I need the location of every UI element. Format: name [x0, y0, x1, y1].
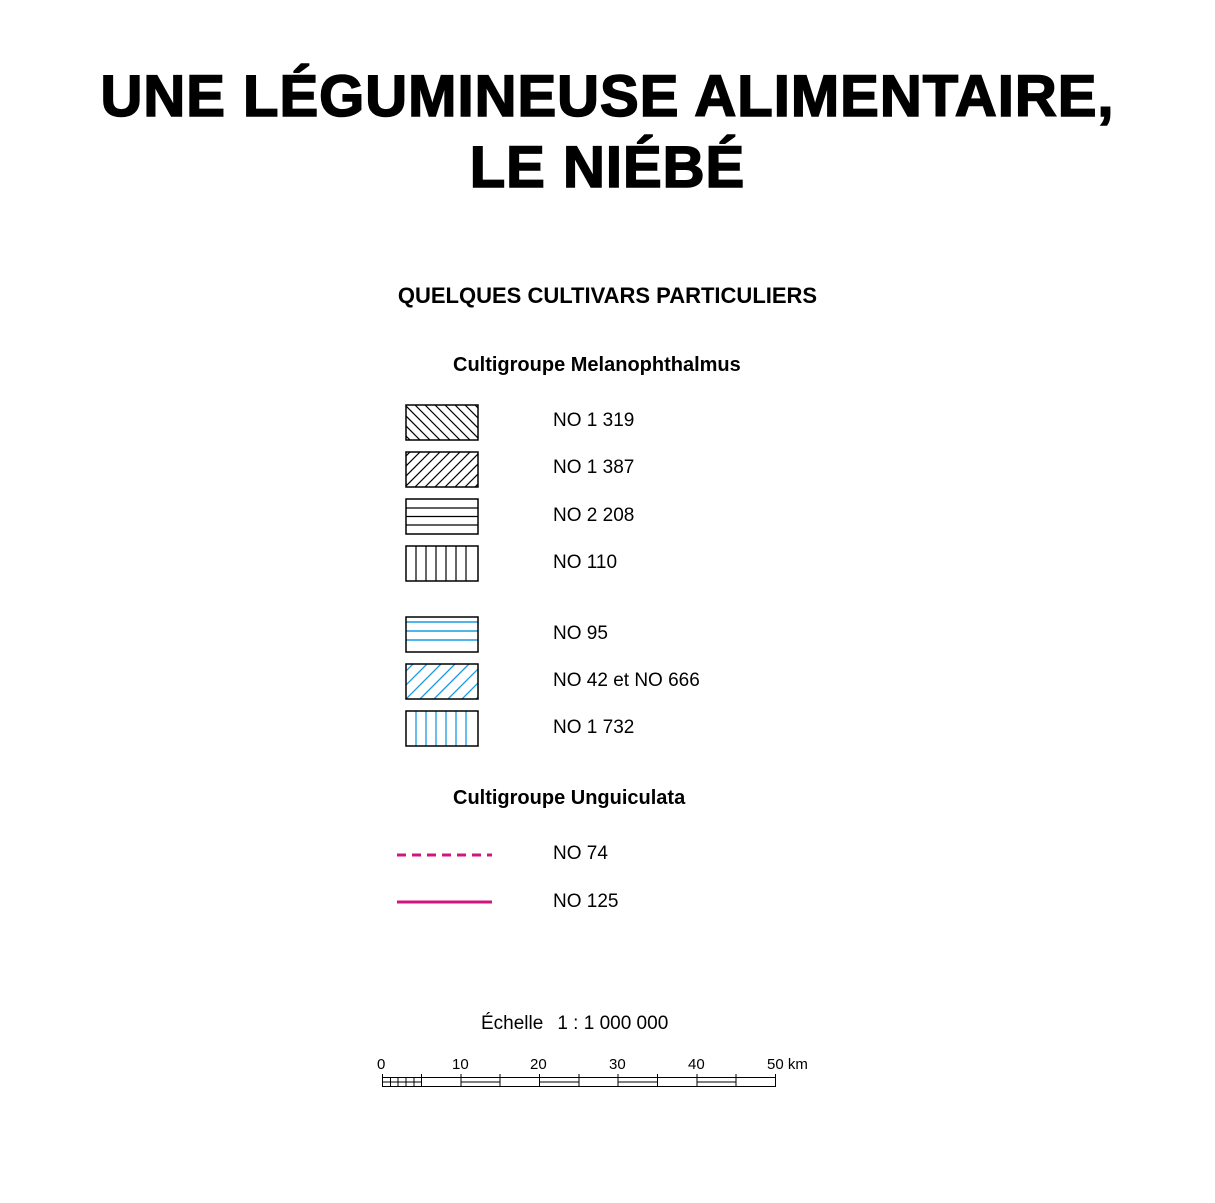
group-heading-unguiculata: Cultigroupe Unguiculata [453, 787, 686, 809]
scale-tick-0: 0 [377, 1056, 386, 1073]
swatch-no-1319 [405, 404, 479, 441]
legend-label-no-1732: NO 1 732 [553, 717, 635, 738]
legend-label-no-74: NO 74 [553, 843, 608, 864]
map-title-line-1: UNE LÉGUMINEUSE ALIMENTAIRE, [100, 64, 1115, 129]
scale-title [481, 1013, 668, 1035]
legend-label-no-95: NO 95 [553, 623, 608, 644]
legend-label-no-2208: NO 2 208 [553, 505, 635, 526]
scale-tick-30: 30 [609, 1056, 626, 1073]
legend-label-no-110: NO 110 [553, 552, 618, 573]
legend-label-no-125: NO 125 [553, 891, 619, 912]
scale-tick-10: 10 [452, 1056, 469, 1073]
swatch-no-95 [405, 616, 479, 653]
swatch-no-2208 [405, 498, 479, 535]
scale-label: Échelle [481, 1013, 544, 1034]
scale-bar [380, 1074, 780, 1090]
legend-label-no-42-no-666: NO 42 et NO 666 [553, 670, 700, 691]
scale-tick-50-km: 50 km [767, 1056, 808, 1073]
scale-ratio: 1 : 1 000 000 [557, 1013, 669, 1034]
swatch-no-1387 [405, 451, 479, 488]
group-heading-melanophthalmus: Cultigroupe Melanophthalmus [453, 354, 741, 376]
legend-label-no-1319: NO 1 319 [553, 410, 635, 431]
scale-tick-20: 20 [530, 1056, 547, 1073]
scale-tick-40: 40 [688, 1056, 705, 1073]
legend-label-no-1387: NO 1 387 [553, 457, 635, 478]
swatch-no-1732 [405, 710, 479, 747]
map-title-line-2: LE NIÉBÉ [469, 135, 746, 200]
swatch-no-110 [405, 545, 479, 582]
swatch-no-42-no-666 [405, 663, 479, 700]
line-symbol-no-125 [396, 895, 496, 909]
line-symbol-no-74 [396, 848, 496, 862]
legend-subtitle: QUELQUES CULTIVARS PARTICULIERS [397, 283, 818, 308]
